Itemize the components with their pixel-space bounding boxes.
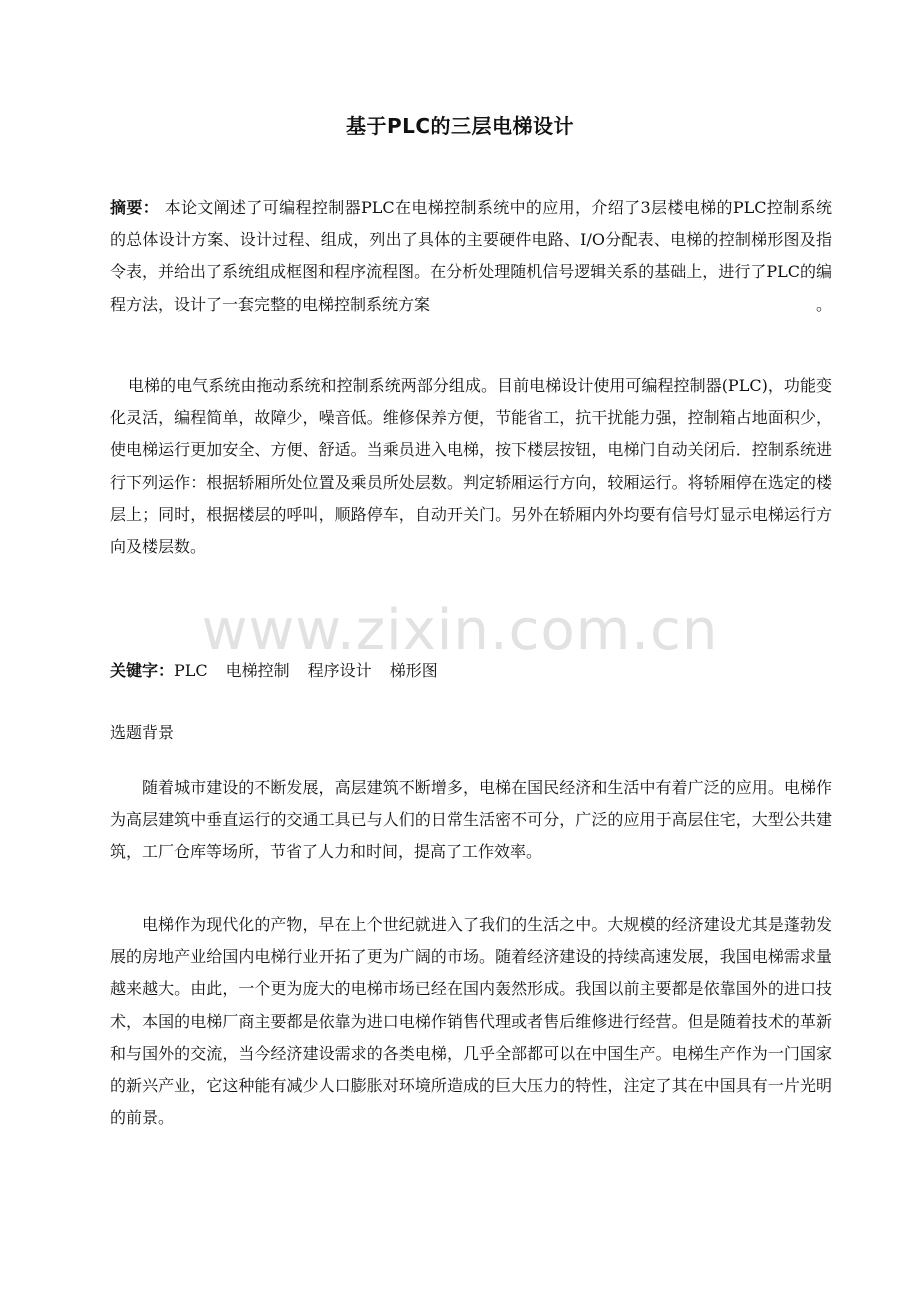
keyword-3: 程序设计 [307,661,372,680]
abstract-text: 本论文阐述了可编程控制器PLC在电梯控制系统中的应用，介绍了3层楼电梯的PLC控制系统的总体设计方案、设计过程、组成，列出了具体的主要硬件电路、I/O分配表、电梯的控制梯形图及指令表，并给出了系统组成框图和程序流程图。在分析处理随机信号逻辑关系的基础上，进行了PLC的编程方法，设计了一套完整的电梯控制系统方案 [110,198,832,314]
body-paragraph-1: 电梯的电气系统由拖动系统和控制系统两部分组成。目前电梯设计使用可编程控制器(PLC)，功能变化灵活，编程简单，故障少，噪音低。维修保养方便，节能省工，抗干扰能力强，控制箱占地面积少，使电梯运行更加安全、方便、舒适。当乘员进入电梯，按下楼层按钮，电梯门自动关闭后．控制系统进行下列运作：根据轿厢所处位置及乘员所处层数。判定轿厢运行方向，较厢运行。将轿厢停在选定的楼层上；同时，根据楼层的呼叫，顺路停车，自动开关门。另外在轿厢内外均要有信号灯显示电梯运行方向及楼层数。 [110,376,832,557]
keywords-label: 关键字： [110,661,175,680]
background-paragraph-2: 电梯作为现代化的产物，早在上个世纪就进入了我们的生活之中。大规模的经济建设尤其是蓬勃发展的房地产业给国内电梯行业开拓了更为广阔的市场。随着经济建设的持续高速发展，我国电梯需求量越来越大。由此，一个更为庞大的电梯市场已经在国内轰然形成。我国以前主要都是依靠国外的进口技术，本国的电梯厂商主要都是依靠为进口电梯作销售代理或者售后维修进行经营。但是随着技术的革新和与国外的交流，当今经济建设需求的各类电梯，几乎全部都可以在中国生产。电梯生产作为一门国家的新兴产业，它这种能有减少人口膨胀对环境所造成的巨大压力的特性，注定了其在中国具有一片光明的前景。 [110,915,832,1128]
section-title: 选题背景 [110,723,175,742]
keyword-4: 梯形图 [389,661,438,680]
abstract-label: 摘要： [110,198,160,217]
watermark: www.zixin.com.cn [201,598,719,663]
keyword-2: 电梯控制 [225,661,290,680]
abstract-tail: 。 [815,294,832,314]
document-title: 基于PLC的三层电梯设计 [345,114,575,138]
keywords-line [110,656,832,686]
keyword-1: PLC [174,661,208,680]
abstract-paragraph [110,192,832,321]
background-paragraph-1: 随着城市建设的不断发展，高层建筑不断增多，电梯在国民经济和生活中有着广泛的应用。电梯作为高层建筑中垂直运行的交通工具已与人们的日常生活密不可分，广泛的应用于高层住宅，大型公共建筑，工厂仓库等场所，节省了人力和时间，提高了工作效率。 [110,778,832,862]
